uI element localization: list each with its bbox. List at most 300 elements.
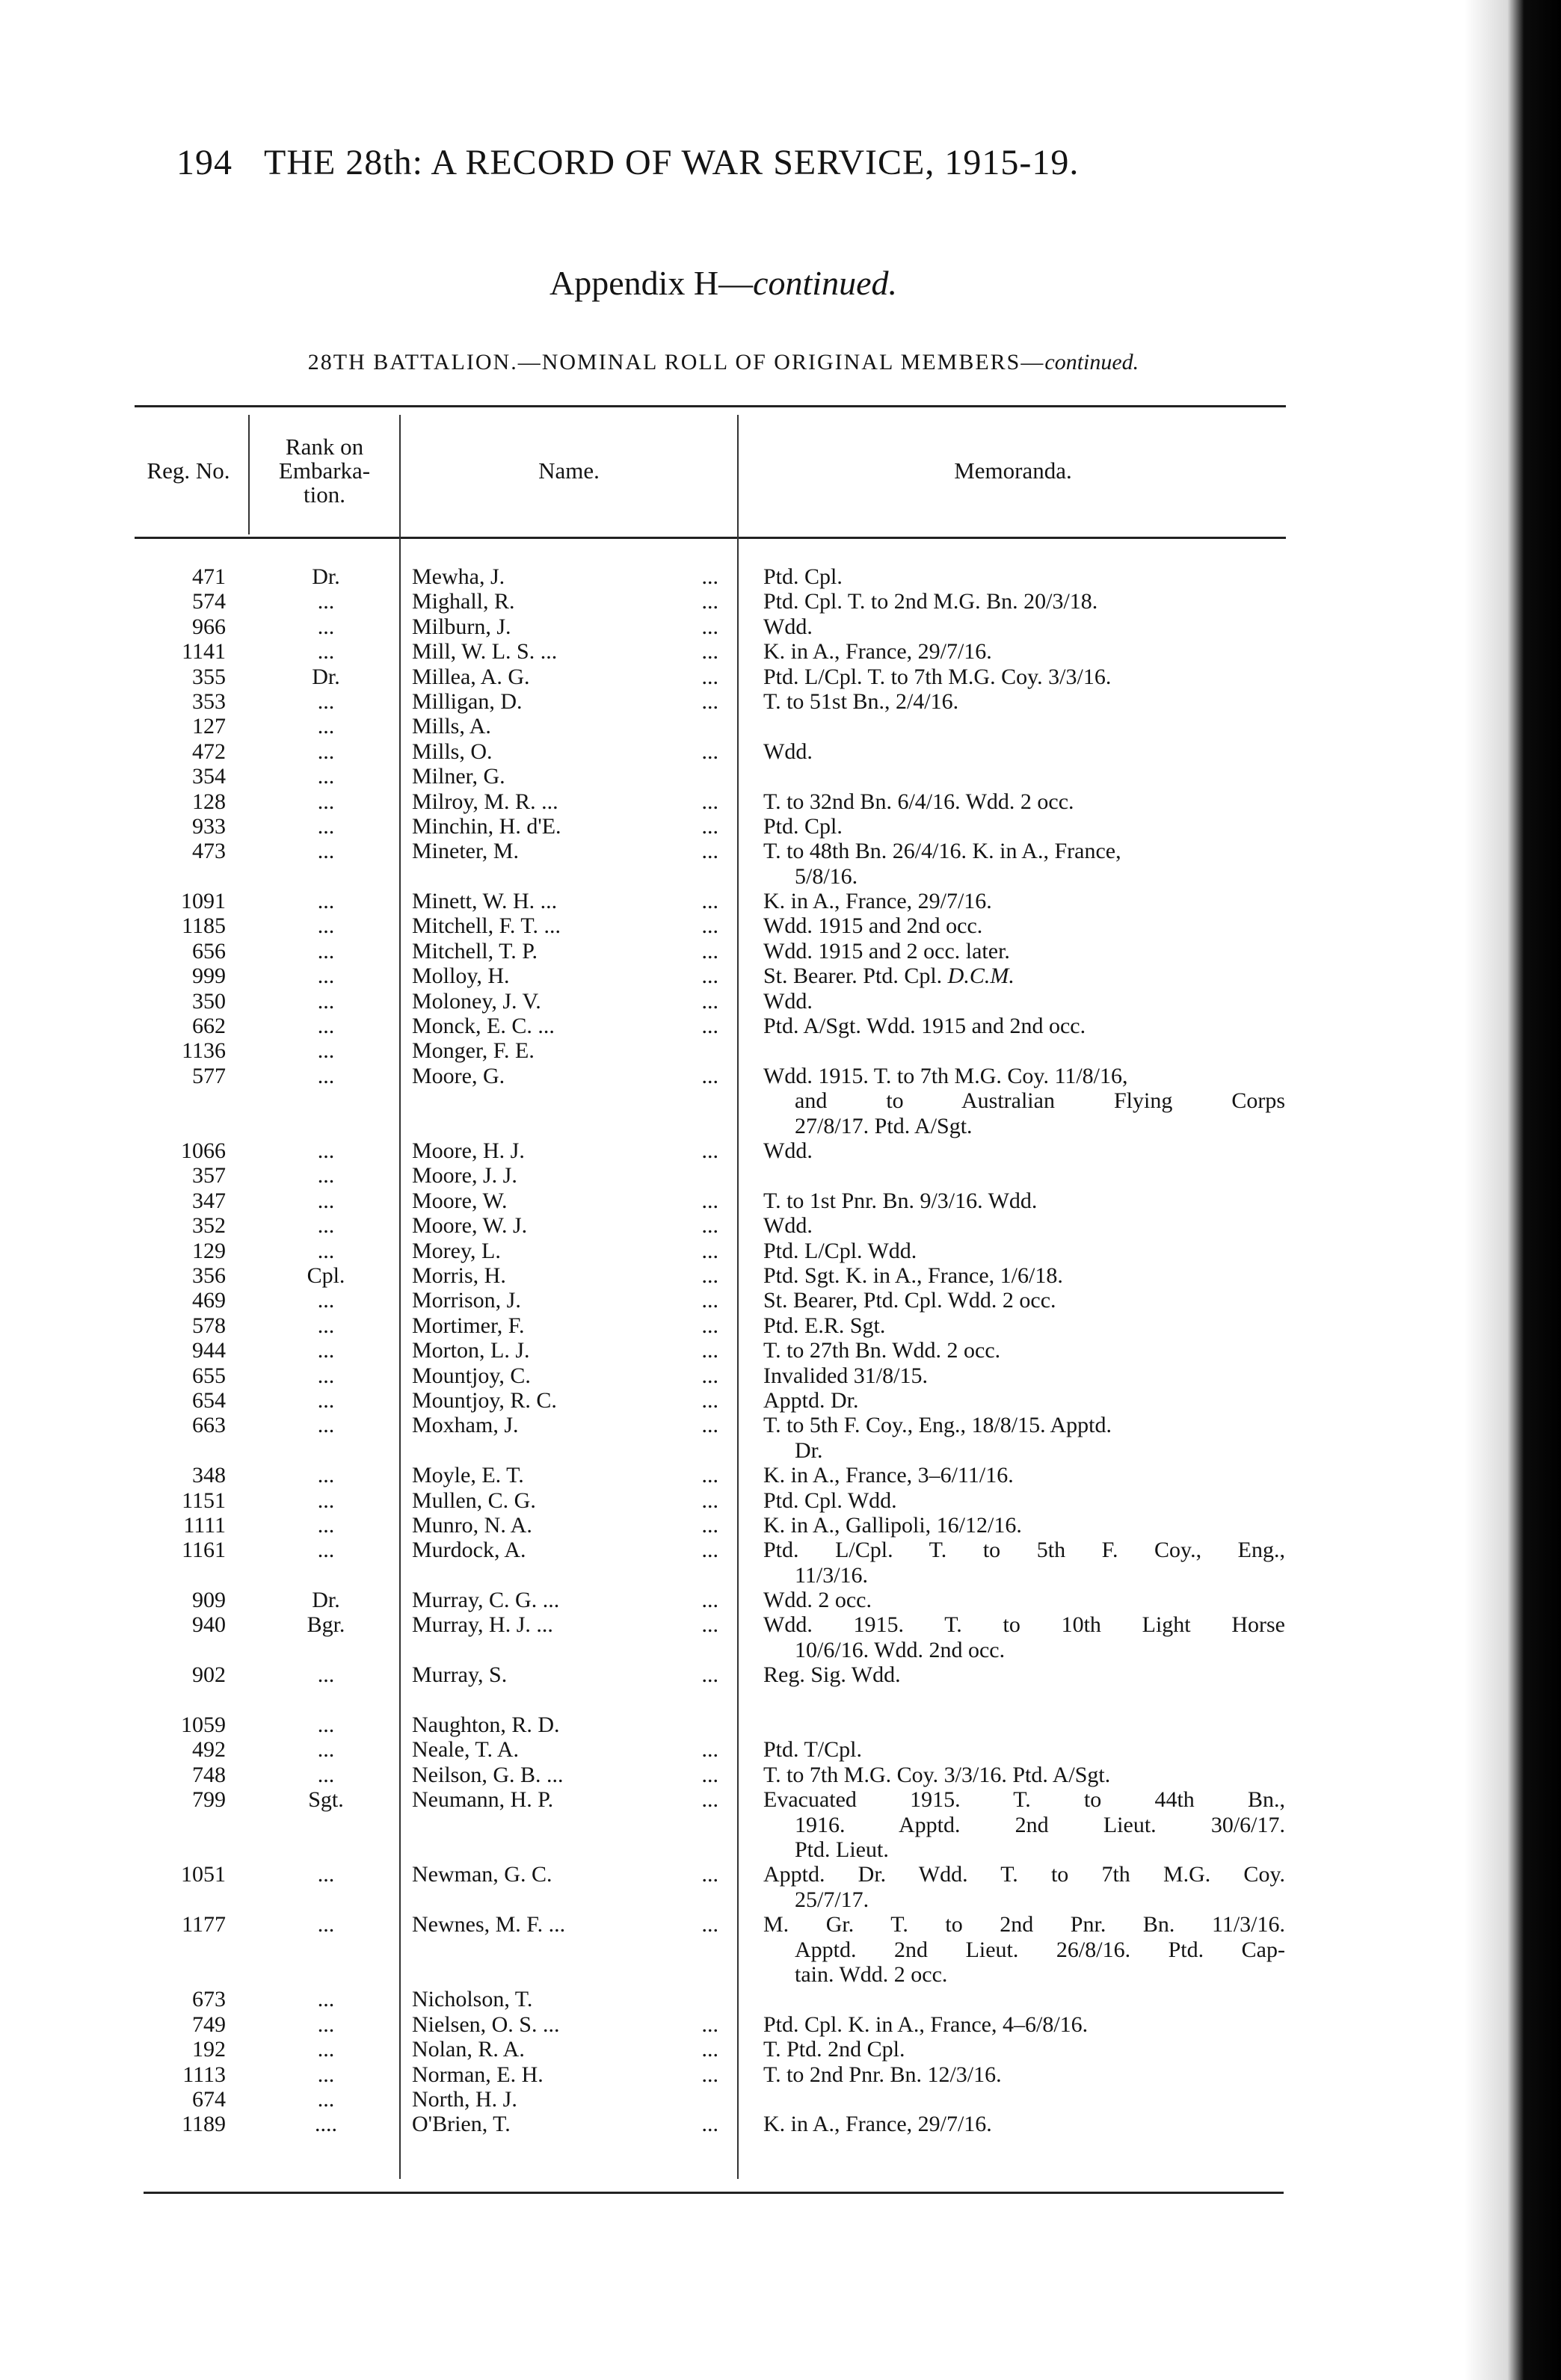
rank-on-embarkation: .... bbox=[315, 2112, 337, 2137]
leader-dots: ... bbox=[701, 1263, 718, 1288]
reg-number: 944 bbox=[192, 1338, 226, 1363]
table-row bbox=[0, 689, 1447, 714]
soldier-name bbox=[412, 1288, 718, 1313]
name-text: Neale, T. A. bbox=[412, 1737, 520, 1763]
reg-number: 748 bbox=[192, 1762, 226, 1787]
soldier-name bbox=[412, 1064, 718, 1088]
soldier-name bbox=[412, 2087, 718, 2112]
rank-on-embarkation: ... bbox=[317, 1413, 335, 1438]
reg-number: 1136 bbox=[182, 1038, 226, 1064]
leader-dots: ... bbox=[701, 1737, 718, 1763]
soldier-name bbox=[412, 1163, 718, 1188]
table-row bbox=[0, 939, 1447, 964]
memoranda bbox=[763, 1463, 1285, 1488]
table-row bbox=[0, 1064, 1447, 1138]
table-row bbox=[0, 1338, 1447, 1363]
rank-on-embarkation: ... bbox=[317, 1538, 335, 1563]
table-row bbox=[0, 1588, 1447, 1612]
memo-line: 10/6/16. Wdd. 2nd occ. bbox=[795, 1637, 1006, 1662]
rank-on-embarkation: ... bbox=[317, 2037, 335, 2062]
leader-dots: ... bbox=[701, 1288, 718, 1313]
table-row bbox=[0, 889, 1447, 913]
memo-line: Wdd. bbox=[763, 988, 813, 1014]
memo-line: Wdd. bbox=[763, 614, 813, 639]
memo-line: Ptd. Cpl. K. in A., France, 4–6/8/16. bbox=[763, 2011, 1089, 2037]
table-row bbox=[0, 1263, 1447, 1288]
memoranda bbox=[763, 889, 1285, 913]
memo-line: Ptd. T/Cpl. bbox=[763, 1737, 862, 1763]
name-text: Mill, W. L. S. ... bbox=[412, 639, 558, 665]
memo-line: 1916. Apptd. 2nd Lieut. 30/6/17. bbox=[795, 1812, 1285, 1837]
reg-number: 749 bbox=[192, 2011, 226, 2037]
memoranda bbox=[763, 989, 1285, 1014]
soldier-name bbox=[412, 1388, 718, 1413]
memo-line: K. in A., France, 29/7/16. bbox=[763, 889, 992, 914]
leader-dots: ... bbox=[701, 739, 718, 764]
rank-on-embarkation: ... bbox=[317, 1363, 335, 1388]
memoranda bbox=[763, 665, 1285, 689]
leader-dots: ... bbox=[701, 1588, 718, 1613]
table-row bbox=[0, 1612, 1447, 1662]
memoranda bbox=[763, 1538, 1285, 1588]
table-row bbox=[0, 989, 1447, 1014]
nominal-roll-rows bbox=[0, 564, 1447, 2137]
name-text: Newman, G. C. bbox=[412, 1862, 552, 1887]
reg-number: 354 bbox=[192, 764, 226, 789]
reg-number: 577 bbox=[192, 1063, 226, 1088]
col-header-rank-line: tion. bbox=[304, 481, 345, 508]
name-text: North, H. J. bbox=[412, 2086, 517, 2112]
rank-on-embarkation: ... bbox=[317, 1188, 335, 1213]
memo-line: Ptd. L/Cpl. T. to 5th F. Coy., Eng., bbox=[763, 1538, 1285, 1563]
memoranda bbox=[763, 1313, 1285, 1338]
rank-on-embarkation: ... bbox=[317, 2011, 335, 2037]
name-text: Moore, W. J. bbox=[412, 1213, 528, 1239]
soldier-name bbox=[412, 1588, 718, 1612]
table-row bbox=[0, 614, 1447, 639]
memo-line: K. in A., France, 29/7/16. bbox=[763, 639, 992, 665]
table-row bbox=[0, 1239, 1447, 1263]
rank-on-embarkation: ... bbox=[317, 614, 335, 639]
name-text: Nicholson, T. bbox=[412, 1987, 533, 2012]
reg-number: 578 bbox=[192, 1313, 226, 1338]
reg-number: 574 bbox=[192, 589, 226, 614]
table-row bbox=[0, 2062, 1447, 2087]
table-row bbox=[0, 1488, 1447, 1513]
memoranda bbox=[763, 1513, 1285, 1538]
rank-on-embarkation: Dr. bbox=[312, 664, 340, 689]
memo-line: Ptd. E.R. Sgt. bbox=[763, 1313, 886, 1338]
leader-dots: ... bbox=[701, 639, 718, 665]
memoranda bbox=[763, 1862, 1285, 1912]
soldier-name bbox=[412, 1513, 718, 1538]
name-text: Milligan, D. bbox=[412, 688, 523, 714]
soldier-name bbox=[412, 1612, 718, 1637]
memoranda bbox=[763, 789, 1285, 814]
memoranda bbox=[763, 1239, 1285, 1263]
name-text: Moore, J. J. bbox=[412, 1163, 517, 1189]
rank-on-embarkation: ... bbox=[317, 1912, 335, 1937]
soldier-name bbox=[412, 714, 718, 739]
table-row bbox=[0, 839, 1447, 889]
memo-line: St. Bearer. Ptd. Cpl. D.C.M. bbox=[763, 964, 1015, 989]
reg-number: 999 bbox=[192, 964, 226, 989]
table-row bbox=[0, 1313, 1447, 1338]
col-header-memo: Memoranda. bbox=[954, 457, 1072, 484]
memoranda bbox=[763, 614, 1285, 639]
table-row bbox=[0, 1288, 1447, 1313]
memoranda bbox=[763, 1388, 1285, 1413]
soldier-name bbox=[412, 1014, 718, 1038]
name-text: Murray, C. G. ... bbox=[412, 1588, 560, 1613]
page-number: 194 bbox=[176, 143, 233, 182]
memoranda bbox=[763, 1763, 1285, 1787]
name-text: Nielsen, O. S. ... bbox=[412, 2011, 560, 2037]
name-text: Mewha, J. bbox=[412, 564, 505, 589]
leader-dots: ... bbox=[701, 1313, 718, 1338]
name-text: Norman, E. H. bbox=[412, 2062, 544, 2087]
table-row bbox=[0, 814, 1447, 839]
rank-on-embarkation: ... bbox=[317, 1338, 335, 1363]
memo-line: Ptd. L/Cpl. Wdd. bbox=[763, 1238, 917, 1263]
table-row bbox=[0, 1038, 1447, 1063]
memoranda bbox=[763, 1363, 1285, 1388]
memoranda bbox=[763, 939, 1285, 964]
leader-dots: ... bbox=[701, 1363, 718, 1388]
reg-number: 1059 bbox=[181, 1712, 226, 1738]
leader-dots: ... bbox=[701, 988, 718, 1014]
memoranda bbox=[763, 739, 1285, 764]
rank-on-embarkation: ... bbox=[317, 1987, 335, 2012]
memo-line: T. to 51st Bn., 2/4/16. bbox=[763, 688, 959, 714]
rank-on-embarkation: ... bbox=[317, 1737, 335, 1763]
rank-on-embarkation: ... bbox=[317, 839, 335, 864]
memo-line: Ptd. Lieut. bbox=[795, 1837, 889, 1863]
memo-line: Wdd. 1915 and 2nd occ. bbox=[763, 913, 983, 939]
table-row bbox=[0, 1363, 1447, 1388]
table-row bbox=[0, 964, 1447, 988]
soldier-name bbox=[412, 1463, 718, 1488]
table-row bbox=[0, 589, 1447, 614]
reg-number: 902 bbox=[192, 1662, 226, 1688]
col-header-reg: Reg. No. bbox=[147, 457, 230, 484]
soldier-name bbox=[412, 2012, 718, 2037]
leader-dots: ... bbox=[701, 913, 718, 939]
reg-number: 1113 bbox=[182, 2062, 226, 2087]
rank-on-embarkation: ... bbox=[317, 714, 335, 739]
reg-number: 192 bbox=[192, 2037, 226, 2062]
memo-line: Ptd. A/Sgt. Wdd. 1915 and 2nd occ. bbox=[763, 1014, 1086, 1039]
reg-number: 352 bbox=[192, 1213, 226, 1239]
leader-dots: ... bbox=[701, 1662, 718, 1688]
memoranda bbox=[763, 2062, 1285, 2087]
memoranda bbox=[763, 689, 1285, 714]
name-text: Mills, O. bbox=[412, 739, 493, 764]
rank-on-embarkation: ... bbox=[317, 913, 335, 939]
soldier-name bbox=[412, 839, 718, 863]
rank-on-embarkation: ... bbox=[317, 813, 335, 839]
rank-on-embarkation: ... bbox=[317, 1288, 335, 1313]
rank-on-embarkation: ... bbox=[317, 1463, 335, 1488]
rank-on-embarkation: ... bbox=[317, 1063, 335, 1088]
name-text: Milner, G. bbox=[412, 764, 505, 789]
table-row bbox=[0, 764, 1447, 789]
memo-line: 25/7/17. bbox=[795, 1887, 869, 1912]
memo-line: T. Ptd. 2nd Cpl. bbox=[763, 2037, 905, 2062]
leader-dots: ... bbox=[701, 1338, 718, 1363]
table-row bbox=[0, 1862, 1447, 1912]
memoranda bbox=[763, 964, 1285, 988]
name-text: Murray, H. J. ... bbox=[412, 1612, 553, 1638]
rank-on-embarkation: ... bbox=[317, 1762, 335, 1787]
name-text: Moloney, J. V. bbox=[412, 988, 541, 1014]
leader-dots: ... bbox=[701, 1213, 718, 1239]
memoranda bbox=[763, 1488, 1285, 1513]
name-text: Morey, L. bbox=[412, 1238, 501, 1263]
leader-dots: ... bbox=[701, 964, 718, 989]
scan-shadow-edge bbox=[1464, 0, 1561, 2380]
reg-number: 966 bbox=[192, 614, 226, 639]
memo-line: K. in A., France, 3–6/11/16. bbox=[763, 1463, 1014, 1488]
name-text: Milburn, J. bbox=[412, 614, 511, 639]
memoranda bbox=[763, 2037, 1285, 2062]
reg-number: 1051 bbox=[181, 1862, 226, 1887]
col-header-rank-line: Embarka- bbox=[278, 457, 371, 484]
name-text: O'Brien, T. bbox=[412, 2112, 511, 2137]
name-text: Morrison, J. bbox=[412, 1288, 521, 1313]
memoranda bbox=[763, 1263, 1285, 1288]
leader-dots: ... bbox=[701, 1512, 718, 1538]
memoranda bbox=[763, 1189, 1285, 1213]
soldier-name bbox=[412, 665, 718, 689]
name-text: Molloy, H. bbox=[412, 964, 510, 989]
leader-dots: ... bbox=[701, 1762, 718, 1787]
memo-line: 11/3/16. bbox=[795, 1562, 869, 1588]
table-top-rule bbox=[135, 405, 1286, 407]
memo-line: Dr. bbox=[795, 1437, 823, 1463]
reg-number: 471 bbox=[192, 564, 226, 589]
table-row bbox=[0, 1662, 1447, 1687]
leader-dots: ... bbox=[701, 1014, 718, 1039]
leader-dots: ... bbox=[701, 889, 718, 914]
rank-on-embarkation: ... bbox=[317, 2062, 335, 2087]
memo-line: Wdd. 1915. T. to 7th M.G. Coy. 11/8/16, bbox=[763, 1063, 1128, 1088]
name-text: Neilson, G. B. ... bbox=[412, 1762, 564, 1787]
reg-number: 933 bbox=[192, 813, 226, 839]
memoranda bbox=[763, 1213, 1285, 1238]
rank-on-embarkation: Cpl. bbox=[307, 1263, 345, 1288]
table-row bbox=[0, 1987, 1447, 2011]
reg-number: 127 bbox=[192, 714, 226, 739]
table-row bbox=[0, 1213, 1447, 1238]
rank-on-embarkation: ... bbox=[317, 1512, 335, 1538]
table-row bbox=[0, 1163, 1447, 1188]
memo-line: T. to 2nd Pnr. Bn. 12/3/16. bbox=[763, 2062, 1002, 2087]
name-text: Mitchell, F. T. ... bbox=[412, 913, 561, 939]
memoranda bbox=[763, 1612, 1285, 1662]
reg-number: 1151 bbox=[182, 1488, 226, 1513]
memoranda bbox=[763, 814, 1285, 839]
leader-dots: ... bbox=[701, 1188, 718, 1213]
memo-line: 5/8/16. bbox=[795, 863, 858, 889]
soldier-name bbox=[412, 1263, 718, 1288]
name-text: Moyle, E. T. bbox=[412, 1463, 524, 1488]
reg-number: 799 bbox=[192, 1787, 226, 1813]
table-row bbox=[0, 714, 1447, 739]
rank-on-embarkation: ... bbox=[317, 988, 335, 1014]
table-row bbox=[0, 1463, 1447, 1488]
leader-dots: ... bbox=[701, 1538, 718, 1563]
soldier-name bbox=[412, 1787, 718, 1812]
name-text: Murdock, A. bbox=[412, 1538, 526, 1563]
memo-line: Evacuated 1915. T. to 44th Bn., bbox=[763, 1787, 1285, 1813]
soldier-name bbox=[412, 1862, 718, 1887]
soldier-name bbox=[412, 2062, 718, 2087]
appendix-continued: continued. bbox=[753, 264, 898, 302]
soldier-name bbox=[412, 1239, 718, 1263]
soldier-name bbox=[412, 1987, 718, 2011]
leader-dots: ... bbox=[701, 1787, 718, 1813]
reg-number: 1177 bbox=[182, 1912, 226, 1937]
reg-number: 1111 bbox=[183, 1512, 226, 1538]
table-row bbox=[0, 2012, 1447, 2037]
reg-number: 347 bbox=[192, 1188, 226, 1213]
memoranda bbox=[763, 1338, 1285, 1363]
memo-award: D.C.M. bbox=[947, 964, 1015, 989]
memoranda bbox=[763, 1064, 1285, 1138]
memo-line: K. in A., Gallipoli, 16/12/16. bbox=[763, 1512, 1022, 1538]
memo-line: T. to 48th Bn. 26/4/16. K. in A., France, bbox=[763, 839, 1121, 864]
soldier-name bbox=[412, 2112, 718, 2136]
soldier-name bbox=[412, 1912, 718, 1937]
table-row bbox=[0, 1787, 1447, 1862]
soldier-name bbox=[412, 739, 718, 764]
rank-on-embarkation: ... bbox=[317, 1712, 335, 1738]
reg-number: 469 bbox=[192, 1288, 226, 1313]
memo-line: St. Bearer, Ptd. Cpl. Wdd. 2 occ. bbox=[763, 1288, 1056, 1313]
name-text: Moxham, J. bbox=[412, 1413, 519, 1438]
rank-on-embarkation: Dr. bbox=[312, 1588, 340, 1613]
name-text: Moore, H. J. bbox=[412, 1138, 525, 1164]
rank-on-embarkation: ... bbox=[317, 889, 335, 914]
soldier-name bbox=[412, 564, 718, 589]
leader-dots: ... bbox=[701, 1138, 718, 1164]
soldier-name bbox=[412, 764, 718, 789]
name-text: Morris, H. bbox=[412, 1263, 506, 1288]
reg-number: 350 bbox=[192, 988, 226, 1014]
name-text: Nolan, R. A. bbox=[412, 2037, 525, 2062]
running-head bbox=[176, 142, 1343, 183]
rank-on-embarkation: ... bbox=[317, 1138, 335, 1164]
table-row bbox=[0, 665, 1447, 689]
memoranda bbox=[763, 1014, 1285, 1038]
soldier-name bbox=[412, 1413, 718, 1437]
subtitle-text: 28TH BATTALION.—NOMINAL ROLL OF ORIGINAL MEMBERS— bbox=[307, 350, 1045, 374]
reg-number: 654 bbox=[192, 1387, 226, 1413]
name-text: Mighall, R. bbox=[412, 589, 515, 614]
memoranda bbox=[763, 1787, 1285, 1862]
memo-line: T. to 1st Pnr. Bn. 9/3/16. Wdd. bbox=[763, 1188, 1038, 1213]
reg-number: 662 bbox=[192, 1014, 226, 1039]
rank-on-embarkation: ... bbox=[317, 764, 335, 789]
soldier-name bbox=[412, 964, 718, 988]
memoranda bbox=[763, 589, 1285, 614]
leader-dots: ... bbox=[701, 1463, 718, 1488]
name-text: Mills, A. bbox=[412, 714, 491, 739]
leader-dots: ... bbox=[701, 938, 718, 964]
leader-dots: ... bbox=[701, 564, 718, 589]
table-row bbox=[0, 2112, 1447, 2136]
table-row bbox=[0, 1513, 1447, 1538]
rank-on-embarkation: ... bbox=[317, 789, 335, 814]
memo-line: Ptd. Cpl. bbox=[763, 813, 843, 839]
memo-line: Wdd. bbox=[763, 1138, 813, 1164]
reg-number: 655 bbox=[192, 1363, 226, 1388]
soldier-name bbox=[412, 639, 718, 664]
soldier-name bbox=[412, 1138, 718, 1163]
rank-on-embarkation: ... bbox=[317, 2086, 335, 2112]
name-text: Mitchell, T. P. bbox=[412, 938, 538, 964]
table-row bbox=[0, 913, 1447, 938]
memo-line: Wdd. 1915 and 2 occ. later. bbox=[763, 938, 1010, 964]
memoranda bbox=[763, 2112, 1285, 2136]
soldier-name bbox=[412, 789, 718, 814]
soldier-name bbox=[412, 1213, 718, 1238]
table-row bbox=[0, 639, 1447, 664]
name-text: Mineter, M. bbox=[412, 839, 519, 864]
memo-line: T. to 5th F. Coy., Eng., 18/8/15. Apptd. bbox=[763, 1413, 1112, 1438]
leader-dots: ... bbox=[701, 688, 718, 714]
leader-dots: ... bbox=[701, 789, 718, 814]
memo-line: Wdd. bbox=[763, 739, 813, 764]
soldier-name bbox=[412, 1363, 718, 1388]
leader-dots: ... bbox=[701, 839, 718, 864]
soldier-name bbox=[412, 1737, 718, 1762]
name-text: Munro, N. A. bbox=[412, 1512, 532, 1538]
table-row bbox=[0, 1712, 1447, 1737]
leader-dots: ... bbox=[701, 2062, 718, 2087]
memo-line: T. to 27th Bn. Wdd. 2 occ. bbox=[763, 1338, 1001, 1363]
table-row bbox=[0, 1189, 1447, 1213]
memo-line: Ptd. Cpl. bbox=[763, 564, 843, 589]
soldier-name bbox=[412, 1712, 718, 1737]
reg-number: 353 bbox=[192, 688, 226, 714]
reg-number: 656 bbox=[192, 938, 226, 964]
rank-on-embarkation: ... bbox=[317, 1238, 335, 1263]
memo-line: Ptd. Cpl. Wdd. bbox=[763, 1488, 897, 1513]
soldier-name bbox=[412, 1538, 718, 1562]
soldier-name bbox=[412, 939, 718, 964]
rank-on-embarkation: Dr. bbox=[312, 564, 340, 589]
name-text: Naughton, R. D. bbox=[412, 1712, 560, 1738]
memoranda bbox=[763, 839, 1285, 889]
memoranda bbox=[763, 1912, 1285, 1987]
name-text: Mortimer, F. bbox=[412, 1313, 525, 1338]
memoranda bbox=[763, 913, 1285, 938]
name-text: Millea, A. G. bbox=[412, 664, 530, 689]
table-row bbox=[0, 1014, 1447, 1038]
leader-dots: ... bbox=[701, 2112, 718, 2137]
running-title: THE 28th: A RECORD OF WAR SERVICE, 1915-19. bbox=[264, 143, 1080, 182]
soldier-name bbox=[412, 1038, 718, 1063]
name-text: Neumann, H. P. bbox=[412, 1787, 554, 1813]
table-row bbox=[0, 1912, 1447, 1987]
memo-line: tain. Wdd. 2 occ. bbox=[795, 1962, 948, 1988]
reg-number: 128 bbox=[192, 789, 226, 814]
memoranda bbox=[763, 1413, 1285, 1463]
rank-on-embarkation: ... bbox=[317, 1662, 335, 1688]
reg-number: 1066 bbox=[181, 1138, 226, 1164]
